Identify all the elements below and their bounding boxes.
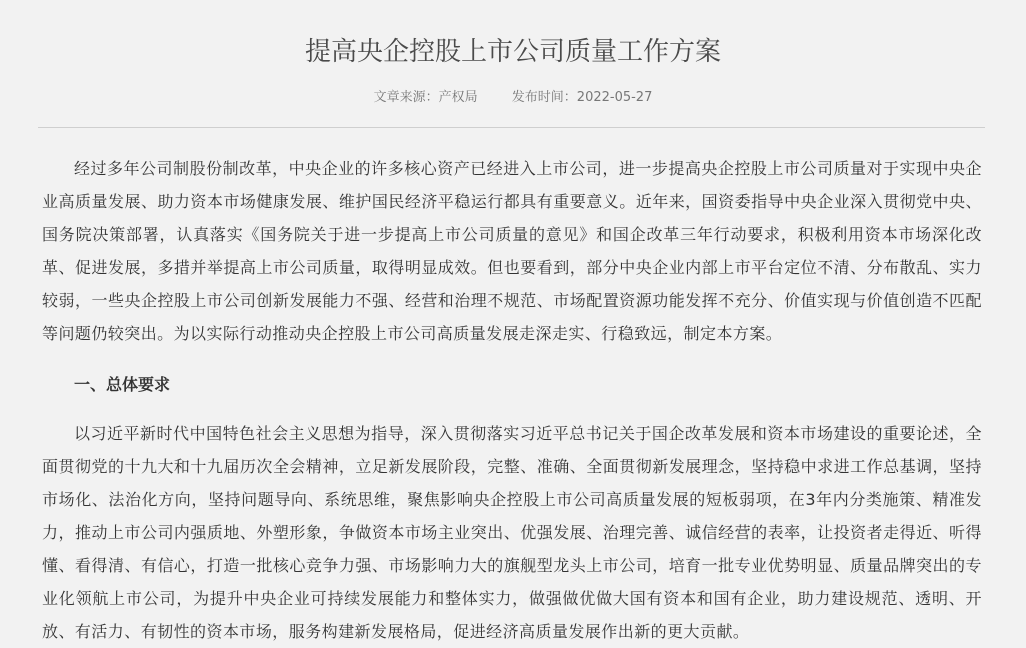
title-divider bbox=[38, 127, 985, 128]
article-publish-time: 发布时间：2022-05-27 bbox=[511, 90, 653, 105]
article-title: 提高央企控股上市公司质量工作方案 bbox=[304, 37, 721, 67]
section-paragraph-general-requirements: 以习近平新时代中国特色社会主义思想为指导，深入贯彻落实习近平总书记关于国企改革发展和资本市场建设的重要论述，全面贯彻党的十九大和十九届历次全会精神，立足新发展阶段，完整、准确、全面贯彻新发展理念，坚持稳中求进工作总基调，坚持市场化、法治化方向，坚持问题导向、系统思维，聚焦影响央企控股上市公司高质量发展的短板弱项，在3年内分类施策、精准发力，推动上市公司内强质地、外塑形象，争做资本市场主业突出、优强发展、治理完善、诚信经营的表率，让投资者走得近、听得懂、看得清、有信心，打造一批核心竞争力强、市场影响力大的旗舰型龙头上市公司，培育一批专业优势明显、质量品牌突出的专业化领航上市公司，为提升中央企业可持续发展能力和整体实力，做强做优做大国有资本和国有企业，助力建设规范、透明、开放、有活力、有韧性的资本市场，服务构建新发展格局，促进经济高质量发展作出新的更大贡献。 bbox=[42, 424, 982, 641]
article-meta bbox=[0, 88, 1026, 108]
article-source: 文章来源：产权局 bbox=[373, 90, 478, 105]
intro-paragraph: 经过多年公司制股份制改革，中央企业的许多核心资产已经进入上市公司，进一步提高央企控股上市公司质量对于实现中央企业高质量发展、助力资本市场健康发展、维护国民经济平稳运行都具有重要意义。近年来，国资委指导中央企业深入贯彻党中央、国务院决策部署，认真落实《国务院关于进一步提高上市公司质量的意见》和国企改革三年行动要求，积极利用资本市场深化改革、促进发展，多措并举提高上市公司质量，取得明显成效。但也要看到，部分中央企业内部上市平台定位不清、分布散乱、实力较弱，一些央企控股上市公司创新发展能力不强、经营和治理不规范、市场配置资源功能发挥不充分、价值实现与价值创造不匹配等问题仍较突出。为以实际行动推动央企控股上市公司高质量发展走深走实、行稳致远，制定本方案。 bbox=[42, 159, 982, 343]
section-heading-general-requirements: 一、总体要求 bbox=[74, 375, 171, 394]
article-body bbox=[42, 152, 982, 648]
